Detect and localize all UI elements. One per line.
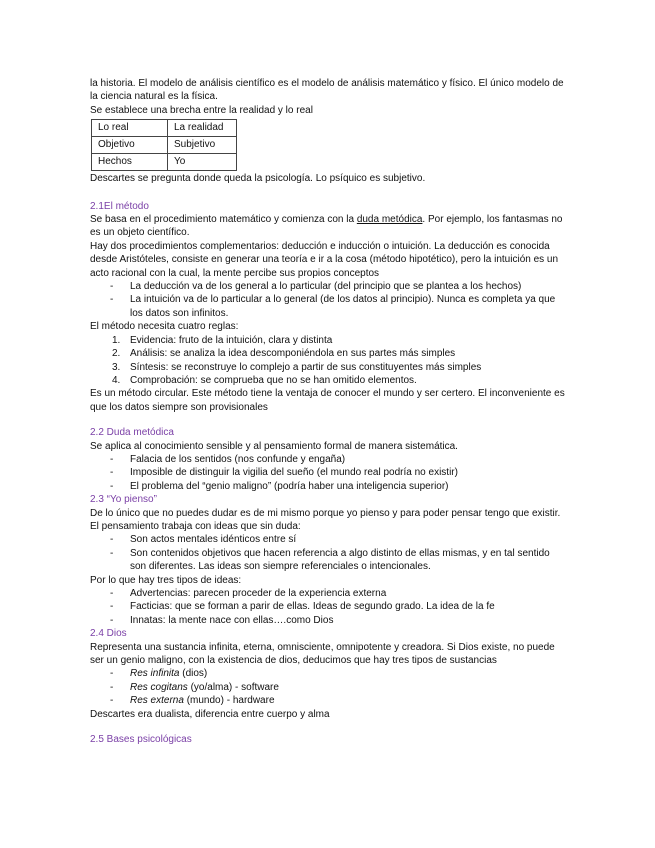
duda-metodica-link: duda metódica [356,214,423,226]
latin-term: Res cogitans [130,681,188,693]
intro-paragraph-brecha: Se establece una brecha entre la realidad y lo real [90,104,313,116]
dios-paragraph-2: Descartes era dualista, diferencia entre cuerpo y alma [90,708,330,720]
list-item [90,334,568,347]
sustancias-bullet-list [90,667,568,707]
section-heading-yo-pienso: 2.3 “Yo pienso” [90,494,157,506]
table-cell: Lo real [92,120,168,137]
document-body [90,77,568,746]
section-heading-bases: 2.5 Bases psicológicas [90,734,192,746]
table-row [92,137,237,154]
list-item-text: Advertencias: parecen proceder de la experiencia externa [130,588,387,599]
dash-marker: - [110,294,114,306]
dash-marker: - [110,453,114,465]
list-item [90,587,568,600]
dash-marker: - [110,534,114,546]
dash-marker: - [110,601,114,613]
idea-types-bullet-list [90,587,568,627]
after-table-paragraph: Descartes se pregunta donde queda la psicología. Lo psíquico es subjetivo. [90,173,426,185]
list-item [90,347,568,360]
latin-term: Res infinita [130,668,180,680]
duda-bullet-list [90,453,568,493]
list-item [90,293,568,320]
list-item-text: La deducción va de los general a lo particular (del principio que se plantea a los hechos) [130,281,522,293]
dios-paragraph-1: Representa una sustancia infinita, eterna, omnisciente, omnipotente y creadora. Si Dios existe, no puede ser un genio maligno, con la existencia de dios, deducimos que hay tres tipos de sustancias [90,641,555,667]
list-item [90,280,568,293]
number-marker: 4. [112,374,121,386]
list-item-text: (mundo) - hardware [183,695,275,707]
list-item-text: Imposible de distinguir la vigilia del sueño (el mundo real podría no existir) [130,467,458,479]
list-item [90,374,568,387]
intro-paragraph: la historia. El modelo de análisis científico es el modelo de análisis matemático y físico. El único modelo de la ciencia natural es la física. [90,78,564,103]
dash-marker: - [110,467,114,479]
yo-pienso-paragraph-2: Por lo que hay tres tipos de ideas: [90,574,242,586]
table-row [92,154,237,171]
list-item-text: Falacia de los sentidos (nos confunde y engaña) [130,453,346,465]
text-span: . Por ejemplo, los fantasmas no es un objeto científico. [90,214,563,239]
dash-marker: - [110,668,114,680]
dash-marker: - [110,681,114,693]
dash-marker: - [110,614,114,626]
metodo-paragraph-1 [90,213,568,240]
dash-marker: - [110,695,114,707]
text-span: Se basa en el procedimiento matemático y comienza con la [90,214,357,226]
list-item [90,600,568,613]
table-cell: Hechos [92,154,168,171]
table-row [92,120,237,137]
table-cell: Objetivo [92,137,168,154]
list-item-text: Comprobación: se comprueba que no se han omitido elementos. [130,374,417,386]
list-item [90,361,568,374]
rules-list [90,334,568,388]
list-item-text: (dios) [179,668,208,680]
number-marker: 2. [112,348,121,360]
list-item-text: Son actos mentales idénticos entre sí [130,534,297,546]
duda-paragraph: Se aplica al conocimiento sensible y al pensamiento formal de manera sistemática. [90,440,458,452]
comparison-table [91,119,237,171]
section-heading-duda: 2.2 Duda metódica [90,427,174,439]
list-item-text: Síntesis: se reconstruye lo complejo a partir de sus constituyentes más simples [130,361,482,373]
dash-marker: - [110,588,114,599]
dash-marker: - [110,281,114,293]
list-item-text: Son contenidos objetivos que hacen referencia a algo distinto de ellas mismas, y en tal sentido son diferentes. Las ideas son siempre referenciales o intencionales. [130,547,550,573]
table-cell: La realidad [168,120,237,137]
latin-term: Res externa [130,695,184,707]
list-item [90,547,568,574]
list-item [90,694,568,707]
list-item [90,466,568,479]
metodo-paragraph-3: El método necesita cuatro reglas: [90,321,239,333]
section-heading-dios: 2.4 Dios [90,628,127,640]
yo-pienso-paragraph-1: De lo único que no puedes dudar es de mi mismo porque yo pienso y para poder pensar tengo que existir. El pensamiento trabaja con ideas que sin duda: [90,507,561,532]
list-item [90,667,568,680]
list-item [90,480,568,493]
number-marker: 3. [112,361,121,373]
list-item [90,614,568,627]
table-cell: Subjetivo [168,137,237,154]
list-item [90,453,568,466]
list-item-text: Evidencia: fruto de la intuición, clara y distinta [130,334,333,346]
list-item [90,681,568,694]
dash-marker: - [110,547,114,559]
metodo-paragraph-4: Es un método circular. Este método tiene la ventaja de conocer el mundo y ser certero. El inconveniente es que los datos siempre son provisionales [90,388,565,413]
list-item-text: (yo/alma) - software [187,681,279,693]
metodo-bullet-list [90,280,568,320]
metodo-paragraph-2: Hay dos procedimientos complementarios: deducción e inducción o intuición. La deducción es conocida desde Aristóteles, consiste en generar una teoría e ir a la cosa (método hipotético), pero la intuición es un acto racional con la cual, la mente percibe sus propios conceptos [90,240,559,279]
number-marker: 1. [112,334,121,346]
ideas-bullet-list [90,533,568,573]
section-heading-metodo: 2.1El método [90,200,149,212]
table-cell: Yo [168,154,237,171]
list-item [90,533,568,546]
list-item-text: Análisis: se analiza la idea descomponiéndola en sus partes más simples [130,348,456,360]
list-item-text: La intuición va de lo particular a lo general (de los datos al principio). Nunca es completa ya que los datos son infinitos. [130,294,556,319]
list-item-text: Innatas: la mente nace con ellas….como Dios [130,614,334,626]
list-item-text: Facticias: que se forman a parir de ellas. Ideas de segundo grado. La idea de la fe [130,601,495,613]
dash-marker: - [110,480,114,492]
list-item-text: El problema del “genio maligno” (podría haber una inteligencia superior) [130,480,449,492]
